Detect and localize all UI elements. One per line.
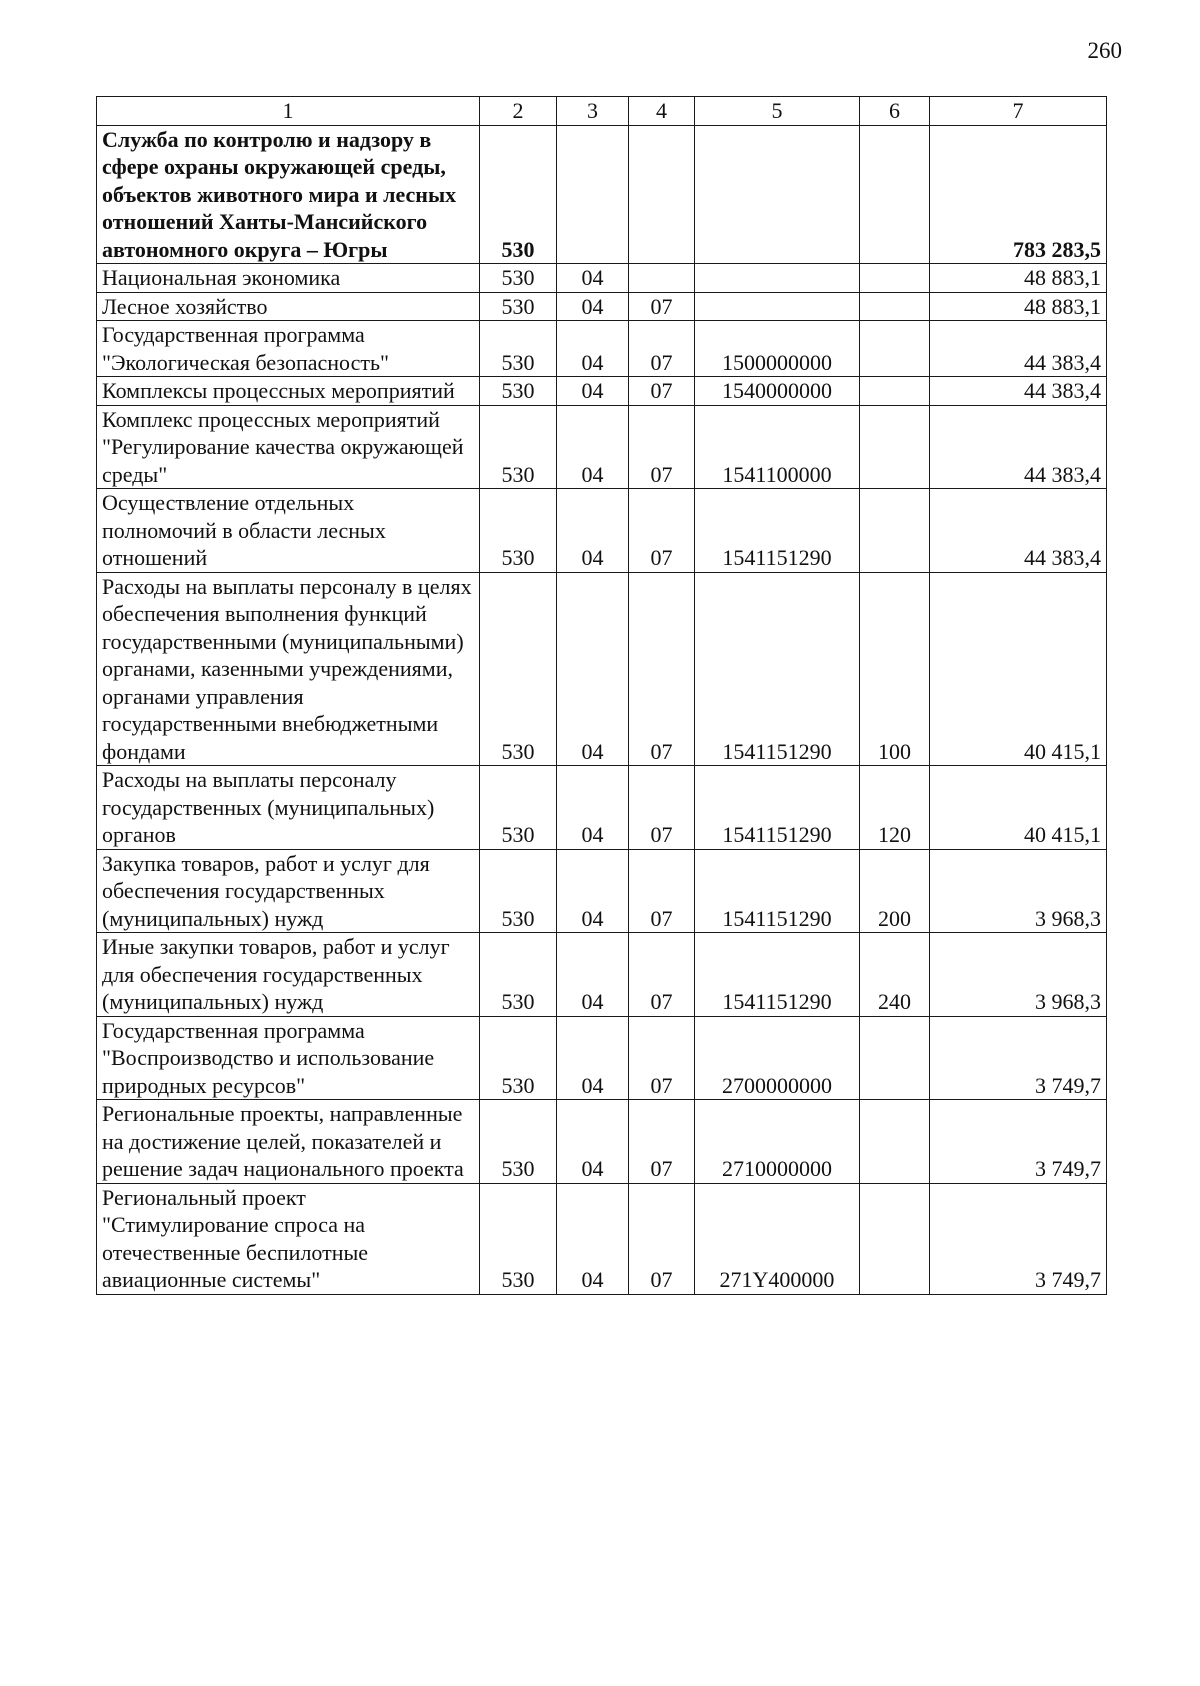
section-cell: 04	[557, 321, 629, 377]
target-article-cell: 1541151290	[695, 489, 860, 573]
row-name-cell: Региональный проект "Стимулирование спроса на отечественные беспилотные авиационные системы"	[97, 1183, 480, 1294]
target-article-cell	[695, 292, 860, 321]
amount-cell: 3 968,3	[930, 933, 1107, 1017]
page-number: 260	[1087, 38, 1122, 63]
section-cell: 04	[557, 933, 629, 1017]
section-cell: 04	[557, 766, 629, 850]
expense-type-cell: 100	[860, 572, 930, 766]
table-row	[97, 933, 1107, 1017]
subsection-cell: 07	[629, 489, 695, 573]
admin-code-cell: 530	[480, 572, 557, 766]
table-row	[97, 377, 1107, 406]
expense-type-cell	[860, 1100, 930, 1184]
row-name-cell: Расходы на выплаты персоналу государственных (муниципальных) органов	[97, 766, 480, 850]
expense-type-cell	[860, 321, 930, 377]
amount-cell: 3 749,7	[930, 1183, 1107, 1294]
admin-code-cell: 530	[480, 933, 557, 1017]
row-name-cell: Государственная программа "Экологическая безопасность"	[97, 321, 480, 377]
expense-type-cell: 240	[860, 933, 930, 1017]
admin-code-cell: 530	[480, 377, 557, 406]
header-cell: 2	[480, 97, 557, 126]
subsection-cell	[629, 125, 695, 264]
header-cell: 6	[860, 97, 930, 126]
expense-type-cell	[860, 1183, 930, 1294]
subsection-cell: 07	[629, 572, 695, 766]
section-cell	[557, 125, 629, 264]
amount-cell: 44 383,4	[930, 321, 1107, 377]
subsection-cell: 07	[629, 1183, 695, 1294]
subsection-cell	[629, 264, 695, 293]
target-article-cell: 271Y400000	[695, 1183, 860, 1294]
target-article-cell: 1541151290	[695, 572, 860, 766]
table-row	[97, 405, 1107, 489]
row-name-cell: Комплексы процессных мероприятий	[97, 377, 480, 406]
subsection-cell: 07	[629, 933, 695, 1017]
expense-type-cell	[860, 264, 930, 293]
row-name-cell: Региональные проекты, направленные на достижение целей, показателей и решение задач национального проекта	[97, 1100, 480, 1184]
admin-code-cell: 530	[480, 766, 557, 850]
header-cell: 5	[695, 97, 860, 126]
table-row	[97, 572, 1107, 766]
target-article-cell: 1541151290	[695, 766, 860, 850]
subsection-cell: 07	[629, 321, 695, 377]
row-name-cell: Иные закупки товаров, работ и услуг для обеспечения государственных (муниципальных) нужд	[97, 933, 480, 1017]
amount-cell: 44 383,4	[930, 405, 1107, 489]
row-name-cell: Осуществление отдельных полномочий в области лесных отношений	[97, 489, 480, 573]
target-article-cell: 1540000000	[695, 377, 860, 406]
table-row	[97, 1183, 1107, 1294]
table-row	[97, 321, 1107, 377]
admin-code-cell: 530	[480, 1016, 557, 1100]
row-name-cell: Комплекс процессных мероприятий "Регулирование качества окружающей среды"	[97, 405, 480, 489]
section-cell: 04	[557, 1016, 629, 1100]
section-cell: 04	[557, 489, 629, 573]
row-name-cell: Лесное хозяйство	[97, 292, 480, 321]
target-article-cell: 2710000000	[695, 1100, 860, 1184]
admin-code-cell: 530	[480, 264, 557, 293]
header-cell: 3	[557, 97, 629, 126]
admin-code-cell: 530	[480, 292, 557, 321]
expense-type-cell	[860, 292, 930, 321]
target-article-cell: 1541100000	[695, 405, 860, 489]
subsection-cell: 07	[629, 405, 695, 489]
admin-code-cell: 530	[480, 125, 557, 264]
header-cell: 1	[97, 97, 480, 126]
expense-type-cell	[860, 405, 930, 489]
expense-type-cell	[860, 1016, 930, 1100]
section-cell: 04	[557, 377, 629, 406]
section-cell: 04	[557, 849, 629, 933]
amount-cell: 48 883,1	[930, 264, 1107, 293]
target-article-cell: 1500000000	[695, 321, 860, 377]
table-row	[97, 125, 1107, 264]
amount-cell: 40 415,1	[930, 766, 1107, 850]
header-row	[97, 97, 1107, 126]
header-cell: 4	[629, 97, 695, 126]
row-name-cell: Государственная программа "Воспроизводство и использование природных ресурсов"	[97, 1016, 480, 1100]
target-article-cell	[695, 125, 860, 264]
target-article-cell: 2700000000	[695, 1016, 860, 1100]
row-name-cell: Национальная экономика	[97, 264, 480, 293]
table-row	[97, 849, 1107, 933]
section-cell: 04	[557, 264, 629, 293]
amount-cell: 44 383,4	[930, 489, 1107, 573]
amount-cell: 48 883,1	[930, 292, 1107, 321]
subsection-cell: 07	[629, 292, 695, 321]
admin-code-cell: 530	[480, 405, 557, 489]
section-cell: 04	[557, 1100, 629, 1184]
amount-cell: 3 749,7	[930, 1100, 1107, 1184]
subsection-cell: 07	[629, 766, 695, 850]
amount-cell: 783 283,5	[930, 125, 1107, 264]
budget-table	[96, 96, 1107, 1295]
section-cell: 04	[557, 292, 629, 321]
section-cell: 04	[557, 572, 629, 766]
subsection-cell: 07	[629, 1100, 695, 1184]
admin-code-cell: 530	[480, 849, 557, 933]
target-article-cell: 1541151290	[695, 933, 860, 1017]
section-cell: 04	[557, 1183, 629, 1294]
subsection-cell: 07	[629, 849, 695, 933]
section-cell: 04	[557, 405, 629, 489]
table-body	[97, 125, 1107, 1294]
expense-type-cell	[860, 377, 930, 406]
table-row	[97, 264, 1107, 293]
table-row	[97, 292, 1107, 321]
admin-code-cell: 530	[480, 489, 557, 573]
expense-type-cell: 120	[860, 766, 930, 850]
admin-code-cell: 530	[480, 321, 557, 377]
table-row	[97, 1016, 1107, 1100]
row-name-cell: Расходы на выплаты персоналу в целях обеспечения выполнения функций государственными (муниципальными) органами, казенными учреждениями, органами управления государственными внебюджетными фондами	[97, 572, 480, 766]
subsection-cell: 07	[629, 377, 695, 406]
row-name-cell: Служба по контролю и надзору в сфере охраны окружающей среды, объектов животного мира и лесных отношений Ханты-Мансийского автономного округа – Югры	[97, 125, 480, 264]
admin-code-cell: 530	[480, 1100, 557, 1184]
header-cell: 7	[930, 97, 1107, 126]
expense-type-cell	[860, 489, 930, 573]
admin-code-cell: 530	[480, 1183, 557, 1294]
expense-type-cell: 200	[860, 849, 930, 933]
table-row	[97, 1100, 1107, 1184]
expense-type-cell	[860, 125, 930, 264]
target-article-cell: 1541151290	[695, 849, 860, 933]
table-row	[97, 489, 1107, 573]
target-article-cell	[695, 264, 860, 293]
amount-cell: 44 383,4	[930, 377, 1107, 406]
subsection-cell: 07	[629, 1016, 695, 1100]
row-name-cell: Закупка товаров, работ и услуг для обеспечения государственных (муниципальных) нужд	[97, 849, 480, 933]
table-row	[97, 766, 1107, 850]
amount-cell: 3 968,3	[930, 849, 1107, 933]
amount-cell: 40 415,1	[930, 572, 1107, 766]
amount-cell: 3 749,7	[930, 1016, 1107, 1100]
